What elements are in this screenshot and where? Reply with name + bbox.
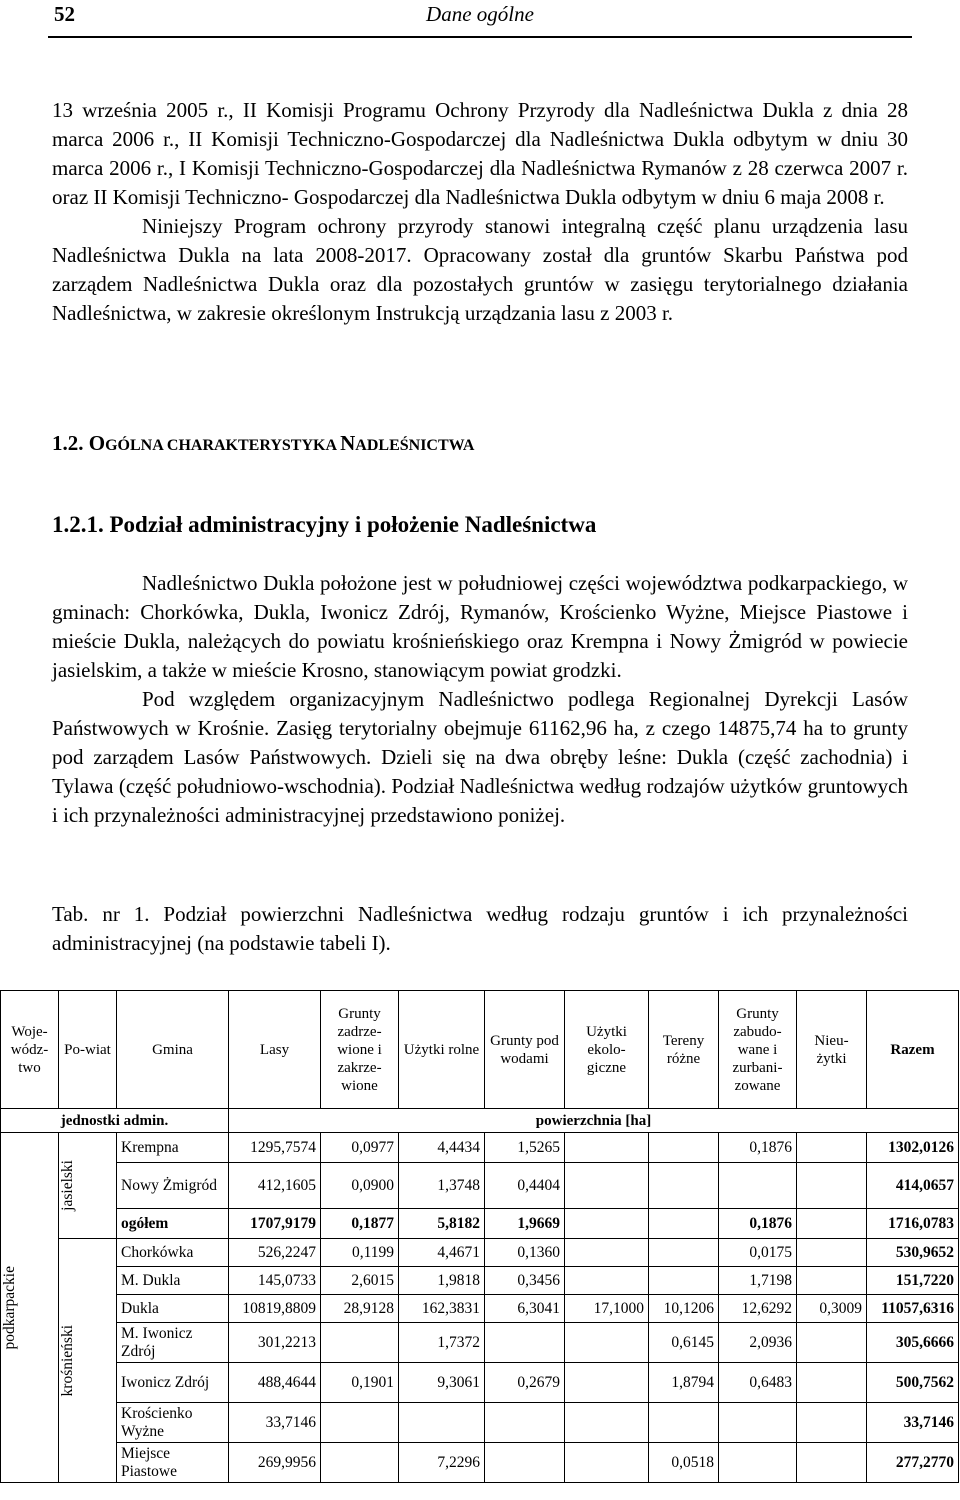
intro-paragraph-1: 13 września 2005 r., II Komisji Programu Ochrony Przyrody dla Nadleśnictwa Dukla z dnia 28 marca 2006 r., II Komisji Techniczno-Gospodarczej dla Nadleśnictwa Dukla odbytym w dniu 30 marca 2006 r., I Komisji Techniczno-Gospodarczej dla Nadleśnictwa Rymanów z 28 czerwca 2007 r. oraz II Komisji Techniczno- Gospodarczej dla Nadleśnictwa Dukla odbytym w dniu 6 maja 2008 r. [52,98,909,209]
header-grunty-zadrzewione: Grunty zadrze-wione i zakrze-wione [321,991,399,1109]
table-row: krośnieński Chorkówka 526,2247 0,1199 4,4671 0,1360 0,0175 530,9652 [1,1239,959,1267]
table-row: podkarpackie jasielski Krempna 1295,7574 0,0977 4,4434 1,5265 0,1876 1302,0126 [1,1133,959,1163]
units-admin-label: jednostki admin. [1,1109,229,1133]
header-tereny-rozne: Tereny różne [649,991,719,1109]
subsection-heading: 1.2.1. Podział administracyjny i położenie Nadleśnictwa [52,512,597,537]
header-lasy: Lasy [229,991,321,1109]
header-nieuzytki: Nieu-żytki [797,991,867,1109]
intro-paragraph-2: Niniejszy Program ochrony przyrody stanowi integralną część planu urządzenia lasu Nadleśnictwa Dukla na lata 2008-2017. Opracowany został dla gruntów Skarbu Państwa pod zarządem Nadleśnictwa Dukla oraz dla pozostałych gruntów w zasięgu terytorialnego działania Nadleśnictwa, w zakresie określonym Instrukcją urządzania lasu z 2003 r. [52,214,908,325]
table-total-row: ogółem 1707,9179 0,1877 5,8182 1,9669 0,1876 1716,0783 [1,1209,959,1239]
table-units-row [1,1109,959,1133]
header-grunty-pod-wodami: Grunty pod wodami [485,991,565,1109]
header-powiat: Po-wiat [59,991,117,1109]
header-razem: Razem [867,991,959,1109]
section-body [52,569,908,830]
table-caption: Tab. nr 1. Podział powierzchni Nadleśnictwa według rodzaju gruntów i ich przynależności administracyjnej (na podstawie tabeli I). [52,902,908,955]
section-heading: 1.2. OGÓLNA CHARAKTERYSTYKA NADLEŚNICTWA [52,431,475,455]
header-wojewodztwo: Woje-wódz-two [1,991,59,1109]
body-paragraph-2: Pod względem organizacyjnym Nadleśnictwo podlega Regionalnej Dyrekcji Lasów Państwowych w Krośnie. Zasięg terytorialny obejmuje 61162,96 ha, z czego 14875,74 ha to grunty pod zarządem Lasów Państwowych. Dzieli się na dwa obręby leśne: Dukla (część zachodnia) i Tylawa (część południowo-wschodnia). Podział Nadleśnictwa według rodzajów użytków gruntowych i ich przynależności administracyjnej przedstawiono poniżej. [52,687,908,827]
powiat-krosnienski-cell: krośnieński [59,1239,117,1483]
intro-text [52,96,908,328]
page-number: 52 [54,2,75,26]
table-row: Nowy Żmigród 412,1605 0,0900 1,3748 0,4404 414,0657 [1,1163,959,1209]
header-grunty-zabudowane: Grunty zabudo-wane i zurbani-zowane [719,991,797,1109]
units-area-label: powierzchnia [ha] [229,1109,959,1133]
table-row: Dukla 10819,8809 28,9128 162,3831 6,3041 17,1000 10,1206 12,6292 0,3009 11057,6316 [1,1295,959,1323]
wojewodztwo-cell: podkarpackie [1,1133,59,1483]
table-row: Miejsce Piastowe 269,9956 7,2296 0,0518 277,2770 [1,1443,959,1483]
header-uzytki-rolne: Użytki rolne [399,991,485,1109]
table-row: M. Dukla 145,0733 2,6015 1,9818 0,3456 1,7198 151,7220 [1,1267,959,1295]
powiat-jasielski-cell: jasielski [59,1133,117,1239]
header-gmina: Gmina [117,991,229,1109]
body-paragraph-1: Nadleśnictwo Dukla położone jest w południowej części województwa podkarpackiego, w gminach: Chorkówka, Dukla, Iwonicz Zdrój, Rymanów, Krościenko Wyżne, Miejsce Piastowe i mieście Dukla, należących do powiatu krośnieńskiego oraz Krempna i Nowy Żmigród w powiecie jasielskim, a także w mieście Krosno, stanowiącym powiat grodzki. [52,571,908,682]
land-area-table [0,990,959,1483]
table-header-row [1,991,959,1109]
table-row: M. Iwonicz Zdrój 301,2213 1,7372 0,6145 2,0936 305,6666 [1,1323,959,1363]
header-uzytki-ekologiczne: Użytki ekolo-giczne [565,991,649,1109]
table-row: Iwonicz Zdrój 488,4644 0,1901 9,3061 0,2679 1,8794 0,6483 500,7562 [1,1363,959,1403]
table-row: Krościenko Wyżne 33,7146 33,7146 [1,1403,959,1443]
page-header [48,0,912,38]
running-title: Dane ogólne [426,2,534,26]
